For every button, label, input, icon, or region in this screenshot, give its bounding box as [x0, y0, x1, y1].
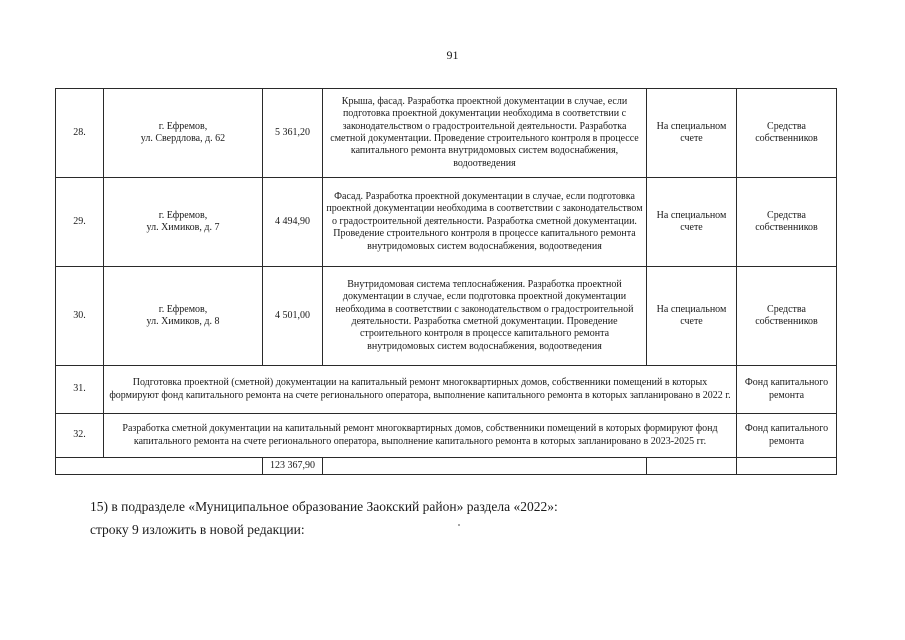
table-row [56, 178, 837, 267]
total-empty-cell [323, 458, 647, 475]
row-number: 32. [56, 414, 104, 458]
address-cell [104, 89, 263, 178]
amount-cell: 4 494,90 [263, 178, 323, 267]
work-description-cell: Крыша, фасад. Разработка проектной документации в случае, если подготовка проектной документации необходима в соответствии с законодательством о градостроительной деятельности. Разработка сметной документации. Проведение строительного контроля в процессе капитального ремонта внутридомовых систем водоснабжения, водоотведения [323, 89, 647, 178]
city-line: г. Ефремов, [158, 120, 208, 132]
address-cell [104, 267, 263, 366]
street-line: ул. Химиков, д. 8 [146, 316, 220, 327]
funding-cell: Средства собственников [737, 267, 837, 366]
total-empty-cell [737, 458, 837, 475]
merged-description-cell: Разработка сметной документации на капитальный ремонт многоквартирных домов, собственники помещений в которых формируют фонд капитального ремонта на счете регионального оператора, выполнение капитального ремонта в которых запланировано в 2023-2025 гг. [104, 414, 737, 458]
city-line: г. Ефремов, [158, 303, 208, 315]
city-line: г. Ефремов, [158, 209, 208, 221]
total-amount-cell: 123 367,90 [263, 458, 323, 475]
amount-cell: 4 501,00 [263, 267, 323, 366]
merged-description-cell: Подготовка проектной (сметной) документации на капитальный ремонт многоквартирных домов, собственники помещений в которых формируют фонд капитального ремонта на счете регионального оператора, выполнение капитального ремонта в которых запланировано в 2022 г. [104, 366, 737, 414]
table-row [56, 366, 837, 414]
row-number: 28. [56, 89, 104, 178]
total-empty-cell [647, 458, 737, 475]
repair-table [55, 88, 837, 475]
funding-cell: Фонд капитального ремонта [737, 414, 837, 458]
total-empty-cell [56, 458, 263, 475]
amendment-paragraph: 15) в подразделе «Муниципальное образование Заокский район» раздела «2022»: [90, 499, 558, 514]
table-row [56, 89, 837, 178]
work-description-cell: Внутридомовая система теплоснабжения. Разработка проектной документации в случае, если подготовка проектной документации необходима в соответствии с законодательством о градостроительной деятельности. Разработка сметной документации. Проведение строительного контроля в процессе капитального ремонта внутридомовых систем водоснабжения, водоотведения [323, 267, 647, 366]
funding-cell: Средства собственников [737, 178, 837, 267]
table-row [56, 414, 837, 458]
work-description-cell: Фасад. Разработка проектной документации в случае, если подготовка проектной документации необходима в соответствии с законодательством о градостроительной деятельности. Разработка сметной документации. Проведение строительного контроля в процессе капитального ремонта внутридомовых систем водоснабжения, водоотведения [323, 178, 647, 267]
account-cell: На специальном счете [647, 178, 737, 267]
funding-cell: Средства собственников [737, 89, 837, 178]
street-line: ул. Химиков, д. 7 [146, 222, 220, 233]
account-cell: На специальном счете [647, 89, 737, 178]
total-row [56, 458, 837, 475]
table-row [56, 267, 837, 366]
amendment-instruction: строку 9 изложить в новой редакции: [90, 522, 305, 537]
amount-cell: 5 361,20 [263, 89, 323, 178]
scan-speck [458, 524, 460, 526]
address-cell [104, 178, 263, 267]
row-number: 29. [56, 178, 104, 267]
page-number: 91 [446, 48, 459, 62]
row-number: 30. [56, 267, 104, 366]
row-number: 31. [56, 366, 104, 414]
funding-cell: Фонд капитального ремонта [737, 366, 837, 414]
street-line: ул. Свердлова, д. 62 [140, 133, 226, 144]
account-cell: На специальном счете [647, 267, 737, 366]
